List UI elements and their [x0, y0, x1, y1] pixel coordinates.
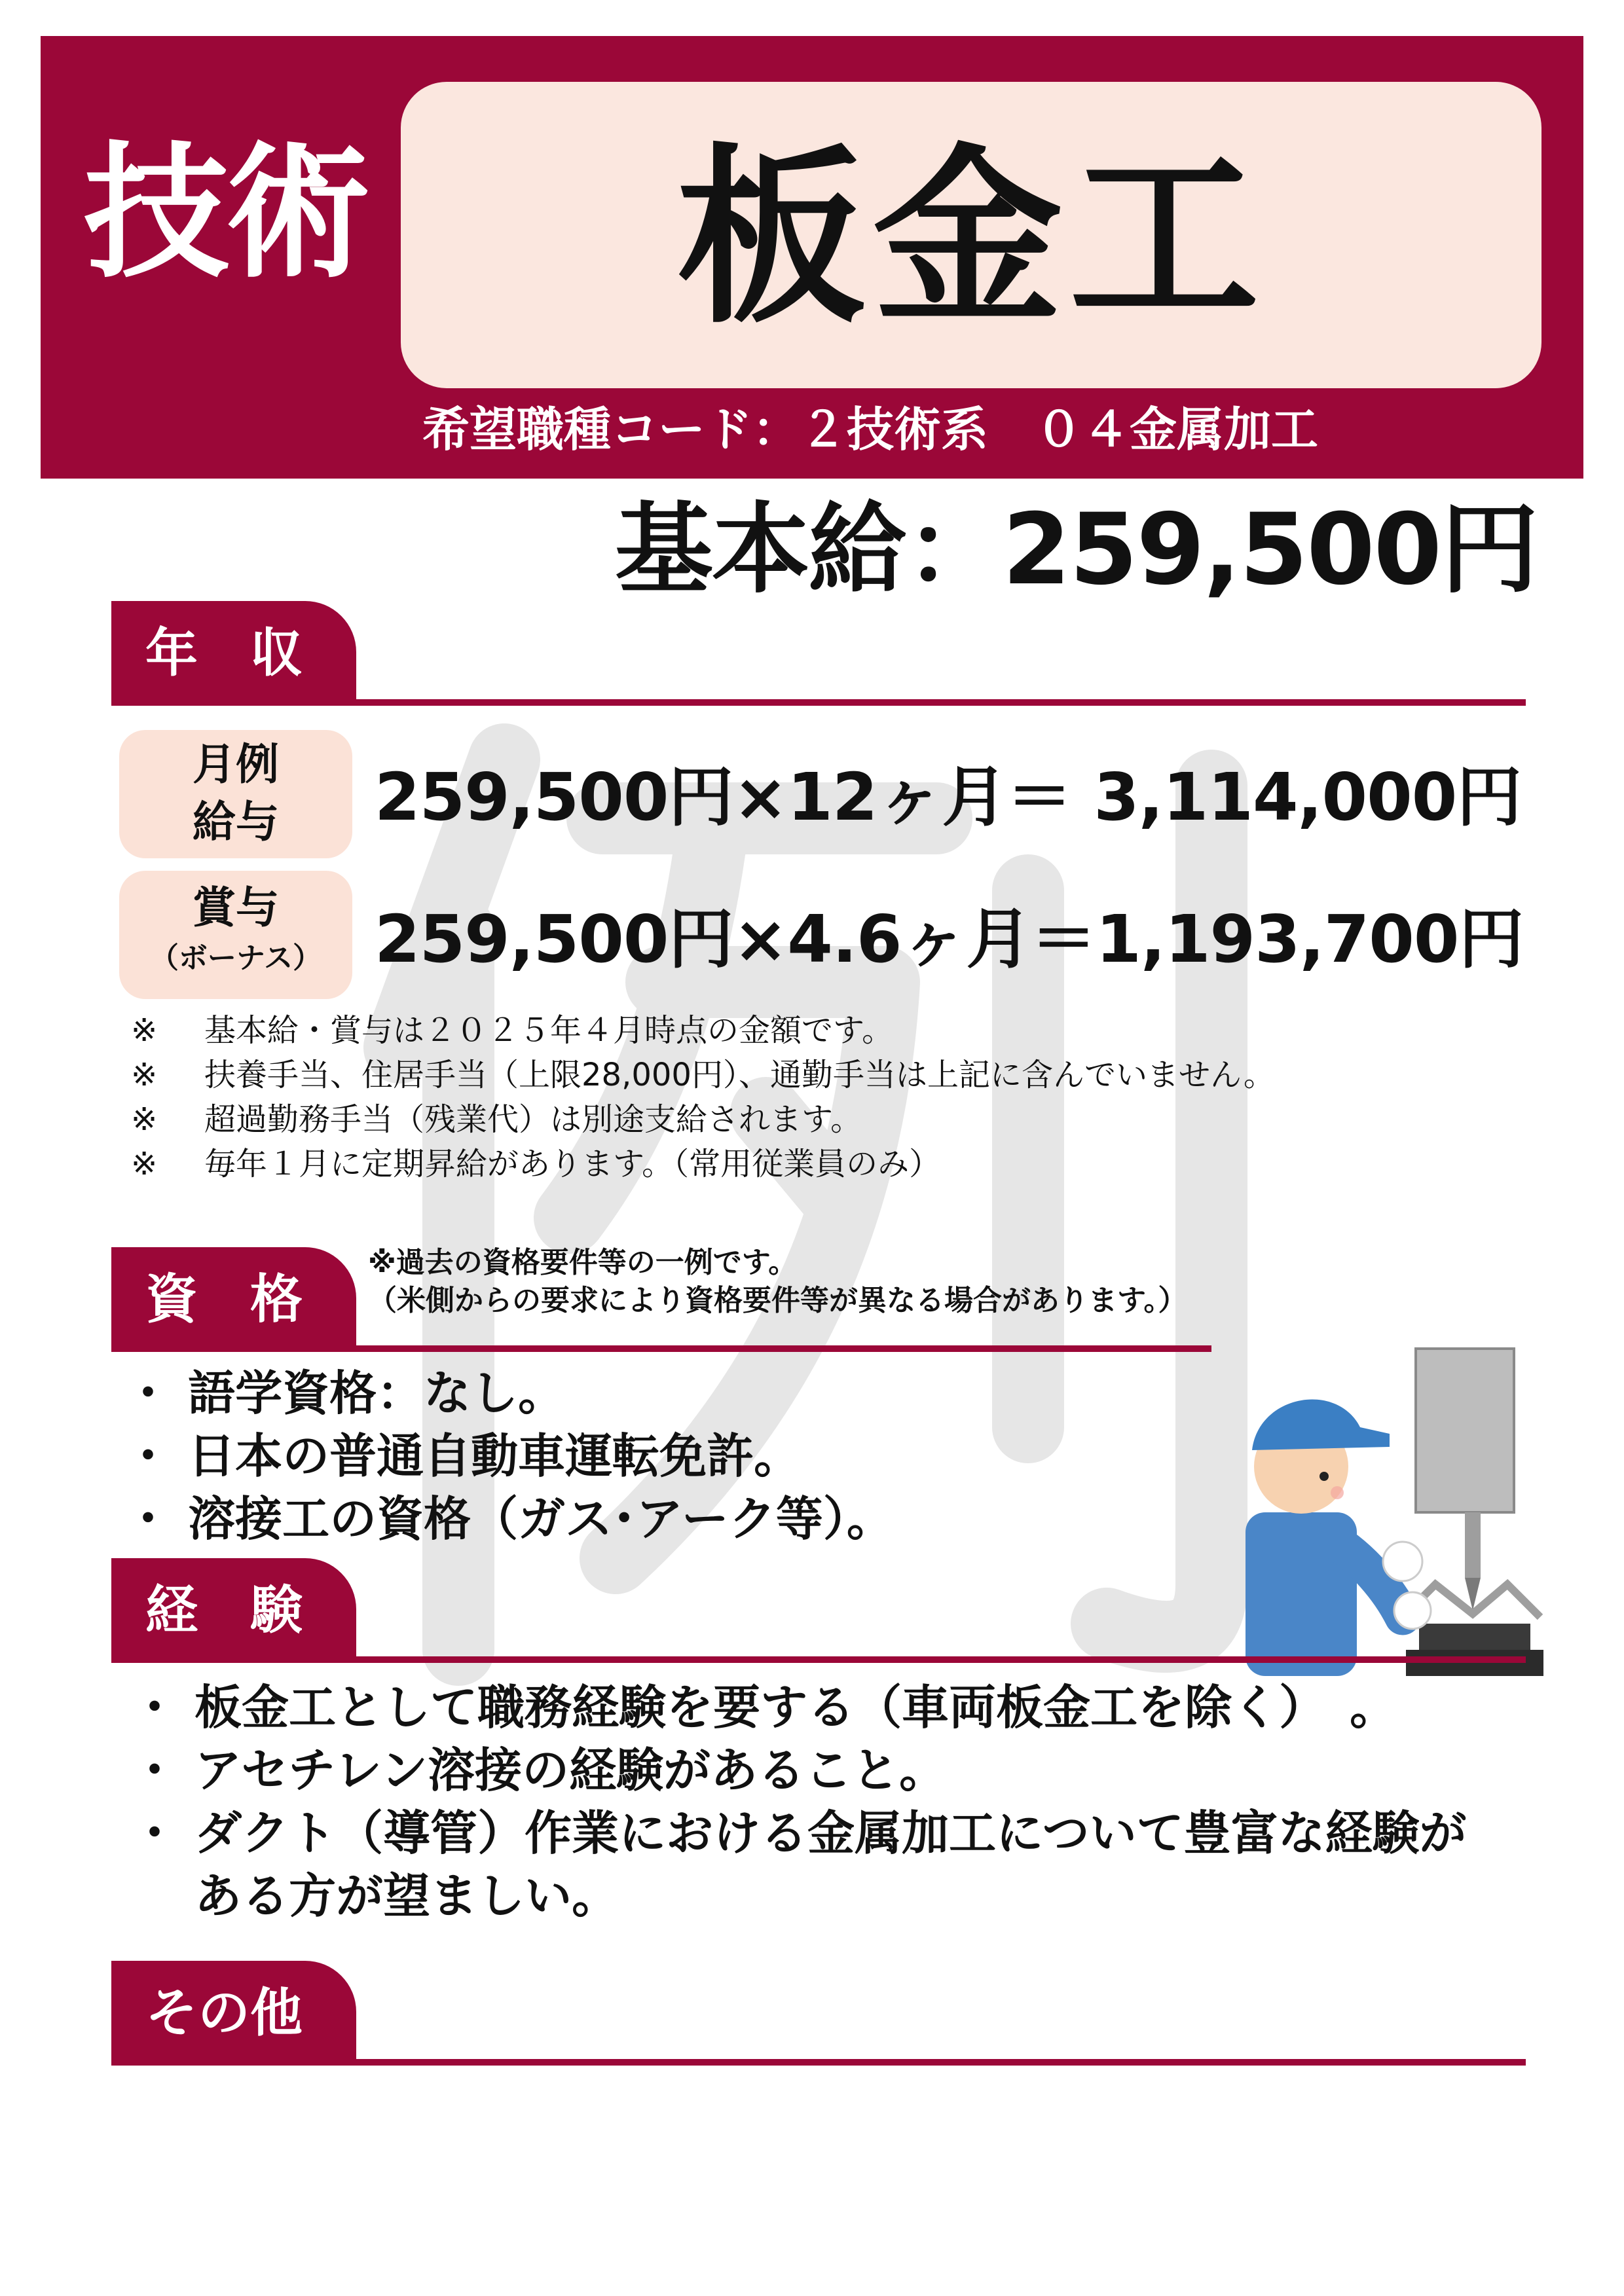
list-item: ・ ダクト（導管）作業における金属加工について豊富な経験が: [131, 1806, 1467, 1861]
bonus-label-line2: （ボーナス）: [149, 941, 322, 975]
experience-list: [131, 1676, 1467, 1927]
job-code-line: 希望職種コード：２技術系 ０４金属加工: [422, 402, 1319, 457]
list-item: ・ 溶接工の資格（ガス･アーク等）。: [124, 1491, 894, 1546]
job-title-box: [401, 82, 1541, 388]
monthly-label-line2: 給与: [193, 797, 279, 847]
worker-bending-metal-illustration: [1239, 1336, 1547, 1676]
experience-heading: 経 験: [145, 1580, 303, 1641]
monthly-calc: 259,500円×12ヶ月＝ 3,114,000円: [375, 759, 1522, 835]
monthly-salary-label: [119, 730, 352, 858]
qualifications-tab: [111, 1247, 356, 1352]
qualifications-list: [124, 1362, 894, 1550]
job-category: 技術: [84, 129, 367, 298]
annual-income-rule: [111, 699, 1526, 706]
list-item: ある方が望ましい。: [131, 1868, 619, 1923]
annual-income-tab: [111, 601, 356, 706]
annual-income-heading: 年 収: [145, 623, 303, 683]
bonus-calc: 259,500円×4.6ヶ月＝1,193,700円: [375, 901, 1524, 977]
list-item: ・ アセチレン溶接の経験があること。: [131, 1743, 947, 1798]
experience-rule: [111, 1656, 1526, 1663]
list-item: ・ 語学資格：なし。: [124, 1366, 566, 1421]
qualifications-note-line1: ※過去の資格要件等の一例です。: [368, 1246, 798, 1279]
other-rule: [111, 2059, 1526, 2066]
qualifications-heading: 資 格: [145, 1269, 303, 1330]
salary-notes: [131, 1008, 1275, 1186]
qualifications-note-line2: （米側からの要求により資格要件等が異なる場合があります。）: [368, 1284, 1187, 1317]
experience-tab: [111, 1558, 356, 1663]
list-item: ・ 日本の普通自動車運転免許。: [124, 1429, 802, 1484]
bonus-label-line1: 賞与: [193, 883, 279, 933]
note-item: ※ 超過勤務手当（残業代）は別途支給されます。: [131, 1101, 862, 1138]
note-item: ※ 扶養手当、住居手当（上限28,000円）、通勤手当は上記に含んでいません。: [131, 1057, 1275, 1093]
other-tab: [111, 1961, 356, 2066]
bonus-label: [119, 871, 352, 999]
qualifications-note: [368, 1244, 1187, 1320]
list-item: ・ 板金工として職務経験を要する（車両板金工を除く） 。: [131, 1680, 1397, 1735]
note-item: ※ 毎年１月に定期昇給があります。（常用従業員のみ）: [131, 1146, 941, 1182]
base-salary: 基本給：259,500円: [614, 493, 1538, 607]
other-heading: その他: [145, 1982, 303, 2043]
qualifications-rule: [111, 1345, 1211, 1352]
monthly-label-line1: 月例: [193, 739, 279, 790]
note-item: ※ 基本給・賞与は２０２５年４月時点の金額です。: [131, 1012, 894, 1049]
job-title: 板金工: [676, 128, 1266, 349]
